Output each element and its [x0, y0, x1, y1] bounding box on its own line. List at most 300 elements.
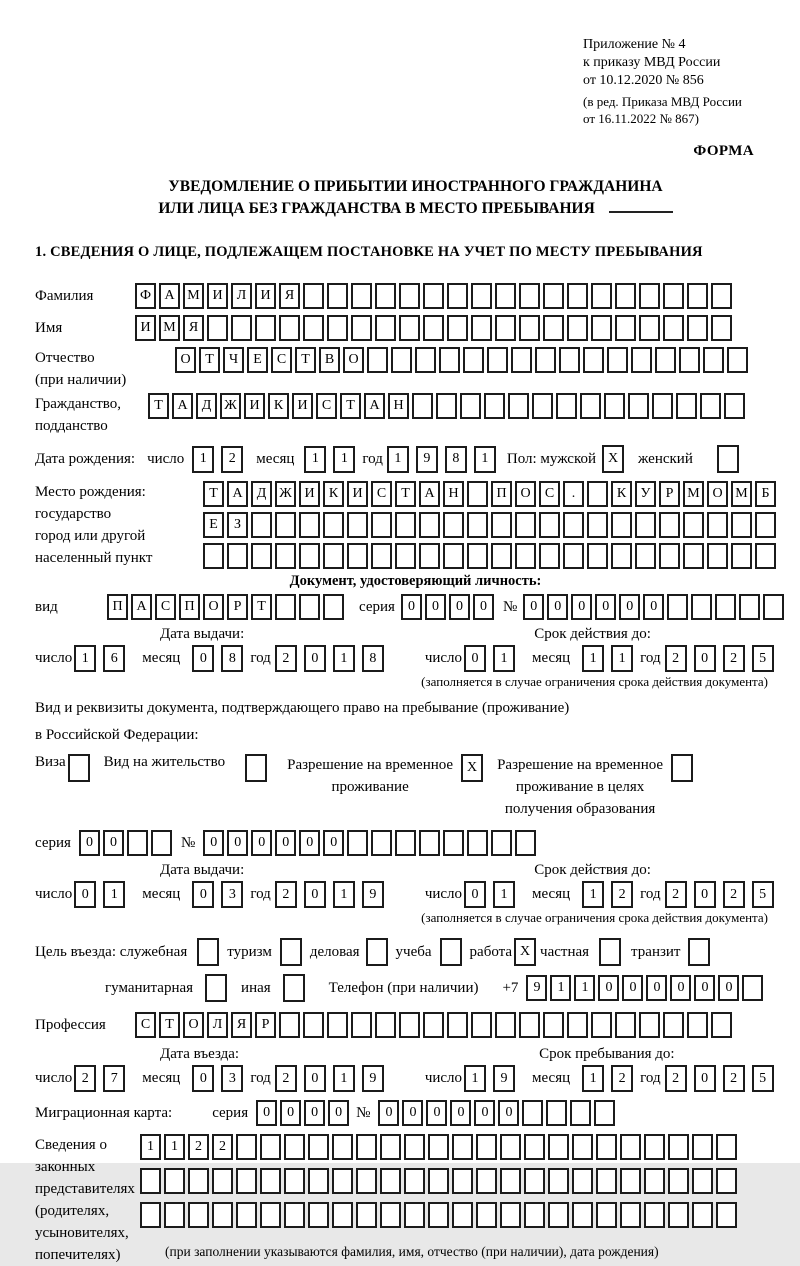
birthplace-cell[interactable] [371, 543, 392, 569]
guardians-cell[interactable] [524, 1134, 545, 1160]
lastname-cell[interactable] [351, 283, 372, 309]
citizenship-cell[interactable] [676, 393, 697, 419]
birthplace-cell[interactable] [683, 512, 704, 538]
stay-year-cell[interactable]: 0 [694, 1065, 716, 1092]
purpose-work-checkbox-cell[interactable]: X [514, 938, 536, 966]
firstname-cell[interactable] [639, 315, 660, 341]
doc-type-cell[interactable]: П [179, 594, 200, 620]
doc-series-cell[interactable]: 0 [425, 594, 446, 620]
guardians-cell[interactable] [212, 1202, 233, 1228]
guardians-cell[interactable] [404, 1168, 425, 1194]
profession-cell[interactable]: О [183, 1012, 204, 1038]
guardians-cell[interactable] [380, 1134, 401, 1160]
profession-cell[interactable]: С [135, 1012, 156, 1038]
citizenship-cell[interactable] [580, 393, 601, 419]
citizenship-cell[interactable]: А [172, 393, 193, 419]
firstname-cell[interactable] [255, 315, 276, 341]
doc-type-cell[interactable]: Т [251, 594, 272, 620]
birthplace-cell[interactable]: З [227, 512, 248, 538]
birthplace-cell[interactable] [587, 543, 608, 569]
birthplace-cell[interactable]: П [491, 481, 512, 507]
birthplace-cell[interactable] [731, 543, 752, 569]
residence-issue-month-cells[interactable] [192, 881, 250, 908]
citizenship-cell[interactable] [484, 393, 505, 419]
guardians-cell[interactable]: 2 [188, 1134, 209, 1160]
firstname-cell[interactable] [423, 315, 444, 341]
guardians-cell[interactable] [620, 1202, 641, 1228]
birthplace-cell[interactable]: У [635, 481, 656, 507]
guardians-cell[interactable] [596, 1168, 617, 1194]
stay-year-cell[interactable]: 5 [752, 1065, 774, 1092]
birthplace-cell[interactable] [611, 512, 632, 538]
entry-year-cells[interactable] [275, 1065, 391, 1092]
citizenship-cell[interactable] [532, 393, 553, 419]
birthplace-cell[interactable]: М [683, 481, 704, 507]
guardians-cell[interactable] [332, 1202, 353, 1228]
migration-series-cells[interactable] [256, 1100, 352, 1126]
migration-number-cell[interactable] [546, 1100, 567, 1126]
guardians-cell[interactable] [308, 1134, 329, 1160]
residence-number-cell[interactable] [467, 830, 488, 856]
stay-day-cell[interactable]: 9 [493, 1065, 515, 1092]
patronymic-cell[interactable] [415, 347, 436, 373]
citizenship-cells[interactable] [148, 393, 748, 419]
profession-cell[interactable] [399, 1012, 420, 1038]
migration-number-cell[interactable] [570, 1100, 591, 1126]
profession-cell[interactable]: Т [159, 1012, 180, 1038]
purpose-tourism-checkbox-cell[interactable] [280, 938, 302, 966]
residence-issue-day-cell[interactable]: 0 [74, 881, 96, 908]
citizenship-cell[interactable] [700, 393, 721, 419]
migration-series-cell[interactable]: 0 [280, 1100, 301, 1126]
doc-number-cell[interactable]: 0 [643, 594, 664, 620]
profession-cell[interactable] [663, 1012, 684, 1038]
purpose-humanitarian-checkbox[interactable] [205, 974, 227, 1002]
guardians-cell[interactable] [572, 1168, 593, 1194]
lastname-cell[interactable] [327, 283, 348, 309]
migration-series-cell[interactable]: 0 [328, 1100, 349, 1126]
birthplace-cell[interactable] [347, 543, 368, 569]
patronymic-cell[interactable]: Т [295, 347, 316, 373]
doc-valid-month-cell[interactable]: 1 [582, 645, 604, 672]
doc-valid-year-cell[interactable]: 2 [723, 645, 745, 672]
residence-issue-year-cell[interactable]: 2 [275, 881, 297, 908]
birthplace-cell[interactable]: И [347, 481, 368, 507]
guardians-cell[interactable] [668, 1168, 689, 1194]
birthplace-cell[interactable]: К [611, 481, 632, 507]
patronymic-cell[interactable] [727, 347, 748, 373]
birthplace-cell[interactable] [611, 543, 632, 569]
migration-number-cell[interactable]: 0 [474, 1100, 495, 1126]
migration-number-cell[interactable] [522, 1100, 543, 1126]
doc-series-cell[interactable]: 0 [449, 594, 470, 620]
birthplace-cell[interactable] [491, 512, 512, 538]
phone-cell[interactable]: 0 [694, 975, 715, 1001]
patronymic-cell[interactable] [487, 347, 508, 373]
guardians-cells-row3[interactable] [140, 1202, 740, 1228]
patronymic-cell[interactable] [703, 347, 724, 373]
guardians-cell[interactable] [476, 1134, 497, 1160]
birthplace-cell[interactable]: Р [659, 481, 680, 507]
citizenship-cell[interactable] [556, 393, 577, 419]
phone-cell[interactable]: 0 [670, 975, 691, 1001]
lastname-cell[interactable] [663, 283, 684, 309]
profession-cell[interactable] [279, 1012, 300, 1038]
visa-checkbox-cell[interactable] [68, 754, 90, 782]
firstname-cell[interactable]: И [135, 315, 156, 341]
entry-day-cells[interactable] [74, 1065, 132, 1092]
birthplace-cell[interactable] [443, 512, 464, 538]
citizenship-cell[interactable] [604, 393, 625, 419]
profession-cell[interactable]: Я [231, 1012, 252, 1038]
residence-valid-month-cell[interactable]: 2 [611, 881, 633, 908]
doc-issue-year-cells[interactable] [275, 645, 391, 672]
birth-day-cell[interactable]: 2 [221, 446, 243, 473]
citizenship-cell[interactable] [652, 393, 673, 419]
guardians-cell[interactable] [140, 1168, 161, 1194]
citizenship-cell[interactable]: Т [340, 393, 361, 419]
birthplace-cell[interactable]: . [563, 481, 584, 507]
guardians-cell[interactable]: 2 [212, 1134, 233, 1160]
profession-cell[interactable]: Р [255, 1012, 276, 1038]
phone-cell[interactable] [742, 975, 763, 1001]
residence-issue-year-cells[interactable] [275, 881, 391, 908]
phone-cell[interactable]: 9 [526, 975, 547, 1001]
patronymic-cell[interactable] [583, 347, 604, 373]
guardians-cell[interactable] [476, 1168, 497, 1194]
doc-valid-year-cells[interactable] [665, 645, 781, 672]
guardians-cell[interactable] [716, 1168, 737, 1194]
guardians-cell[interactable] [236, 1202, 257, 1228]
birthplace-cell[interactable]: А [419, 481, 440, 507]
guardians-cell[interactable] [332, 1168, 353, 1194]
birthplace-cell[interactable] [251, 543, 272, 569]
lastname-cell[interactable]: Я [279, 283, 300, 309]
doc-type-cell[interactable]: О [203, 594, 224, 620]
guardians-cell[interactable] [452, 1168, 473, 1194]
patronymic-cell[interactable] [631, 347, 652, 373]
guardians-cell[interactable] [428, 1134, 449, 1160]
guardians-cell[interactable] [692, 1134, 713, 1160]
doc-issue-year-cell[interactable]: 0 [304, 645, 326, 672]
guardians-cell[interactable] [236, 1168, 257, 1194]
lastname-cell[interactable] [471, 283, 492, 309]
purpose-business-checkbox-cell[interactable] [366, 938, 388, 966]
guardians-cell[interactable] [164, 1202, 185, 1228]
guardians-cell[interactable] [644, 1202, 665, 1228]
stay-year-cell[interactable]: 2 [723, 1065, 745, 1092]
citizenship-cell[interactable] [412, 393, 433, 419]
profession-cell[interactable] [495, 1012, 516, 1038]
doc-number-cell[interactable] [691, 594, 712, 620]
phone-cell[interactable]: 0 [622, 975, 643, 1001]
citizenship-cell[interactable]: С [316, 393, 337, 419]
migration-series-cell[interactable]: 0 [256, 1100, 277, 1126]
doc-type-cell[interactable] [299, 594, 320, 620]
guardians-cell[interactable] [668, 1202, 689, 1228]
birthplace-cell[interactable]: Е [203, 512, 224, 538]
profession-cells[interactable] [135, 1012, 735, 1038]
doc-type-cell[interactable] [323, 594, 344, 620]
doc-valid-year-cell[interactable]: 2 [665, 645, 687, 672]
gender-female-checkbox-cell[interactable] [717, 445, 739, 473]
birth-day-cells[interactable] [192, 446, 250, 473]
profession-cell[interactable] [351, 1012, 372, 1038]
purpose-tourism-checkbox[interactable] [280, 938, 302, 966]
doc-series-cells[interactable] [401, 594, 497, 620]
residence-issue-day-cells[interactable] [74, 881, 132, 908]
stay-year-cells[interactable] [665, 1065, 781, 1092]
guardians-cell[interactable] [284, 1134, 305, 1160]
patronymic-cell[interactable] [439, 347, 460, 373]
birthplace-cell[interactable] [251, 512, 272, 538]
guardians-cell[interactable] [260, 1168, 281, 1194]
guardians-cell[interactable] [188, 1202, 209, 1228]
guardians-cell[interactable] [572, 1202, 593, 1228]
guardians-cell[interactable] [452, 1202, 473, 1228]
citizenship-cell[interactable]: Н [388, 393, 409, 419]
doc-number-cells[interactable] [523, 594, 787, 620]
birthplace-cell[interactable] [515, 543, 536, 569]
birthplace-cell[interactable] [683, 543, 704, 569]
firstname-cell[interactable] [543, 315, 564, 341]
edu-permit-checkbox[interactable] [671, 754, 693, 782]
profession-cell[interactable] [615, 1012, 636, 1038]
lastname-cell[interactable] [543, 283, 564, 309]
guardians-cell[interactable] [452, 1134, 473, 1160]
lastname-cell[interactable] [423, 283, 444, 309]
doc-series-cell[interactable]: 0 [401, 594, 422, 620]
stay-day-cell[interactable]: 1 [464, 1065, 486, 1092]
purpose-study-checkbox-cell[interactable] [440, 938, 462, 966]
guardians-cell[interactable] [692, 1202, 713, 1228]
guardians-cell[interactable] [284, 1202, 305, 1228]
patronymic-cell[interactable]: Т [199, 347, 220, 373]
citizenship-cell[interactable] [436, 393, 457, 419]
guardians-cell[interactable] [668, 1134, 689, 1160]
profession-cell[interactable] [447, 1012, 468, 1038]
lastname-cell[interactable]: А [159, 283, 180, 309]
migration-number-cell[interactable]: 0 [402, 1100, 423, 1126]
citizenship-cell[interactable] [508, 393, 529, 419]
birthplace-cell[interactable] [563, 512, 584, 538]
lastname-cell[interactable] [447, 283, 468, 309]
purpose-official-checkbox[interactable] [197, 938, 219, 966]
birth-year-cells[interactable] [387, 446, 503, 473]
residence-number-cell[interactable] [347, 830, 368, 856]
firstname-cell[interactable] [495, 315, 516, 341]
migration-number-cell[interactable]: 0 [450, 1100, 471, 1126]
doc-valid-day-cell[interactable]: 0 [464, 645, 486, 672]
edu-permit-checkbox-cell[interactable] [671, 754, 693, 782]
birthplace-cell[interactable]: О [707, 481, 728, 507]
firstname-cell[interactable] [231, 315, 252, 341]
doc-issue-month-cells[interactable] [192, 645, 250, 672]
citizenship-cell[interactable] [724, 393, 745, 419]
guardians-cell[interactable] [644, 1168, 665, 1194]
guardians-cell[interactable] [716, 1134, 737, 1160]
migration-series-cell[interactable]: 0 [304, 1100, 325, 1126]
birthplace-cell[interactable] [563, 543, 584, 569]
guardians-cell[interactable] [188, 1168, 209, 1194]
doc-valid-year-cell[interactable]: 5 [752, 645, 774, 672]
birthplace-cell[interactable] [323, 512, 344, 538]
profession-cell[interactable] [687, 1012, 708, 1038]
birth-year-cell[interactable]: 1 [387, 446, 409, 473]
lastname-cell[interactable]: М [183, 283, 204, 309]
phone-cell[interactable]: 0 [646, 975, 667, 1001]
birth-month-cell[interactable]: 1 [333, 446, 355, 473]
birthplace-cell[interactable]: Б [755, 481, 776, 507]
profession-cell[interactable] [567, 1012, 588, 1038]
stay-month-cell[interactable]: 1 [582, 1065, 604, 1092]
birth-month-cell[interactable]: 1 [304, 446, 326, 473]
doc-type-cells[interactable] [107, 594, 347, 620]
birthplace-cell[interactable]: И [299, 481, 320, 507]
guardians-cell[interactable] [500, 1168, 521, 1194]
birthplace-cell[interactable] [707, 543, 728, 569]
residence-number-cell[interactable]: 0 [203, 830, 224, 856]
purpose-work-checkbox[interactable] [514, 938, 536, 966]
profession-cell[interactable] [519, 1012, 540, 1038]
patronymic-cell[interactable] [559, 347, 580, 373]
citizenship-cell[interactable] [628, 393, 649, 419]
citizenship-cell[interactable]: Д [196, 393, 217, 419]
birthplace-cell[interactable] [587, 512, 608, 538]
residence-number-cell[interactable] [515, 830, 536, 856]
lastname-cell[interactable] [639, 283, 660, 309]
guardians-cell[interactable] [404, 1134, 425, 1160]
firstname-cell[interactable] [687, 315, 708, 341]
lastname-cell[interactable] [591, 283, 612, 309]
guardians-cell[interactable] [164, 1168, 185, 1194]
doc-valid-month-cells[interactable] [582, 645, 640, 672]
guardians-cell[interactable] [236, 1134, 257, 1160]
patronymic-cell[interactable]: Ч [223, 347, 244, 373]
lastname-cell[interactable] [519, 283, 540, 309]
stay-year-cell[interactable]: 2 [665, 1065, 687, 1092]
citizenship-cell[interactable]: А [364, 393, 385, 419]
birthplace-cell[interactable] [539, 543, 560, 569]
doc-valid-month-cell[interactable]: 1 [611, 645, 633, 672]
guardians-cell[interactable] [548, 1168, 569, 1194]
patronymic-cell[interactable]: В [319, 347, 340, 373]
residence-valid-month-cell[interactable]: 1 [582, 881, 604, 908]
profession-cell[interactable] [639, 1012, 660, 1038]
residence-series-cell[interactable]: 0 [79, 830, 100, 856]
guardians-cell[interactable] [524, 1202, 545, 1228]
gender-male-checkbox-cell[interactable]: X [602, 445, 624, 473]
patronymic-cell[interactable] [655, 347, 676, 373]
patronymic-cell[interactable] [367, 347, 388, 373]
stay-month-cells[interactable] [582, 1065, 640, 1092]
entry-day-cell[interactable]: 7 [103, 1065, 125, 1092]
patronymic-cells[interactable] [175, 347, 751, 373]
guardians-cell[interactable] [308, 1202, 329, 1228]
firstname-cell[interactable]: Я [183, 315, 204, 341]
residence-series-cells[interactable] [79, 830, 175, 856]
guardians-cell[interactable] [140, 1202, 161, 1228]
phone-cell[interactable]: 1 [574, 975, 595, 1001]
patronymic-cell[interactable] [679, 347, 700, 373]
citizenship-cell[interactable]: Ж [220, 393, 241, 419]
residence-number-cell[interactable] [491, 830, 512, 856]
birthplace-cell[interactable]: Н [443, 481, 464, 507]
residence-number-cell[interactable]: 0 [251, 830, 272, 856]
residence-valid-year-cells[interactable] [665, 881, 781, 908]
visa-checkbox[interactable] [68, 754, 90, 782]
lastname-cell[interactable] [303, 283, 324, 309]
birthplace-cell[interactable] [755, 512, 776, 538]
guardians-cell[interactable] [644, 1134, 665, 1160]
birthplace-cell[interactable] [467, 481, 488, 507]
patronymic-cell[interactable]: С [271, 347, 292, 373]
birthplace-cell[interactable] [467, 543, 488, 569]
purpose-study-checkbox[interactable] [440, 938, 462, 966]
entry-year-cell[interactable]: 1 [333, 1065, 355, 1092]
lastname-cell[interactable] [567, 283, 588, 309]
doc-number-cell[interactable]: 0 [571, 594, 592, 620]
guardians-cell[interactable] [524, 1168, 545, 1194]
doc-valid-year-cell[interactable]: 0 [694, 645, 716, 672]
doc-issue-month-cell[interactable]: 8 [221, 645, 243, 672]
guardians-cell[interactable] [500, 1202, 521, 1228]
stay-month-cell[interactable]: 2 [611, 1065, 633, 1092]
lastname-cell[interactable] [399, 283, 420, 309]
birthplace-cell[interactable] [371, 512, 392, 538]
doc-number-cell[interactable]: 0 [619, 594, 640, 620]
firstname-cells[interactable] [135, 315, 735, 341]
birthplace-cell[interactable]: К [323, 481, 344, 507]
migration-number-cell[interactable] [594, 1100, 615, 1126]
guardians-cell[interactable] [548, 1134, 569, 1160]
entry-month-cell[interactable]: 3 [221, 1065, 243, 1092]
gender-male-checkbox[interactable] [602, 445, 624, 473]
residence-valid-year-cell[interactable]: 5 [752, 881, 774, 908]
firstname-cell[interactable] [327, 315, 348, 341]
birthplace-cell[interactable] [707, 512, 728, 538]
birthplace-cell[interactable] [491, 543, 512, 569]
lastname-cell[interactable]: Л [231, 283, 252, 309]
birthplace-cell[interactable] [539, 512, 560, 538]
patronymic-cell[interactable]: Е [247, 347, 268, 373]
profession-cell[interactable] [327, 1012, 348, 1038]
entry-year-cell[interactable]: 9 [362, 1065, 384, 1092]
guardians-cell[interactable] [404, 1202, 425, 1228]
birthplace-cell[interactable]: М [731, 481, 752, 507]
profession-cell[interactable] [591, 1012, 612, 1038]
firstname-cell[interactable] [303, 315, 324, 341]
doc-issue-year-cell[interactable]: 1 [333, 645, 355, 672]
purpose-humanitarian-checkbox-cell[interactable] [205, 974, 227, 1002]
guardians-cell[interactable] [716, 1202, 737, 1228]
firstname-cell[interactable] [567, 315, 588, 341]
entry-month-cell[interactable]: 0 [192, 1065, 214, 1092]
profession-cell[interactable] [471, 1012, 492, 1038]
guardians-cell[interactable] [620, 1134, 641, 1160]
patronymic-cell[interactable] [607, 347, 628, 373]
patronymic-cell[interactable] [463, 347, 484, 373]
guardians-cell[interactable] [260, 1134, 281, 1160]
citizenship-cell[interactable]: К [268, 393, 289, 419]
doc-number-cell[interactable]: 0 [547, 594, 568, 620]
stay-day-cells[interactable] [464, 1065, 522, 1092]
birthplace-cell[interactable] [731, 512, 752, 538]
profession-cell[interactable] [303, 1012, 324, 1038]
residence-issue-year-cell[interactable]: 0 [304, 881, 326, 908]
firstname-cell[interactable] [591, 315, 612, 341]
doc-valid-day-cell[interactable]: 1 [493, 645, 515, 672]
